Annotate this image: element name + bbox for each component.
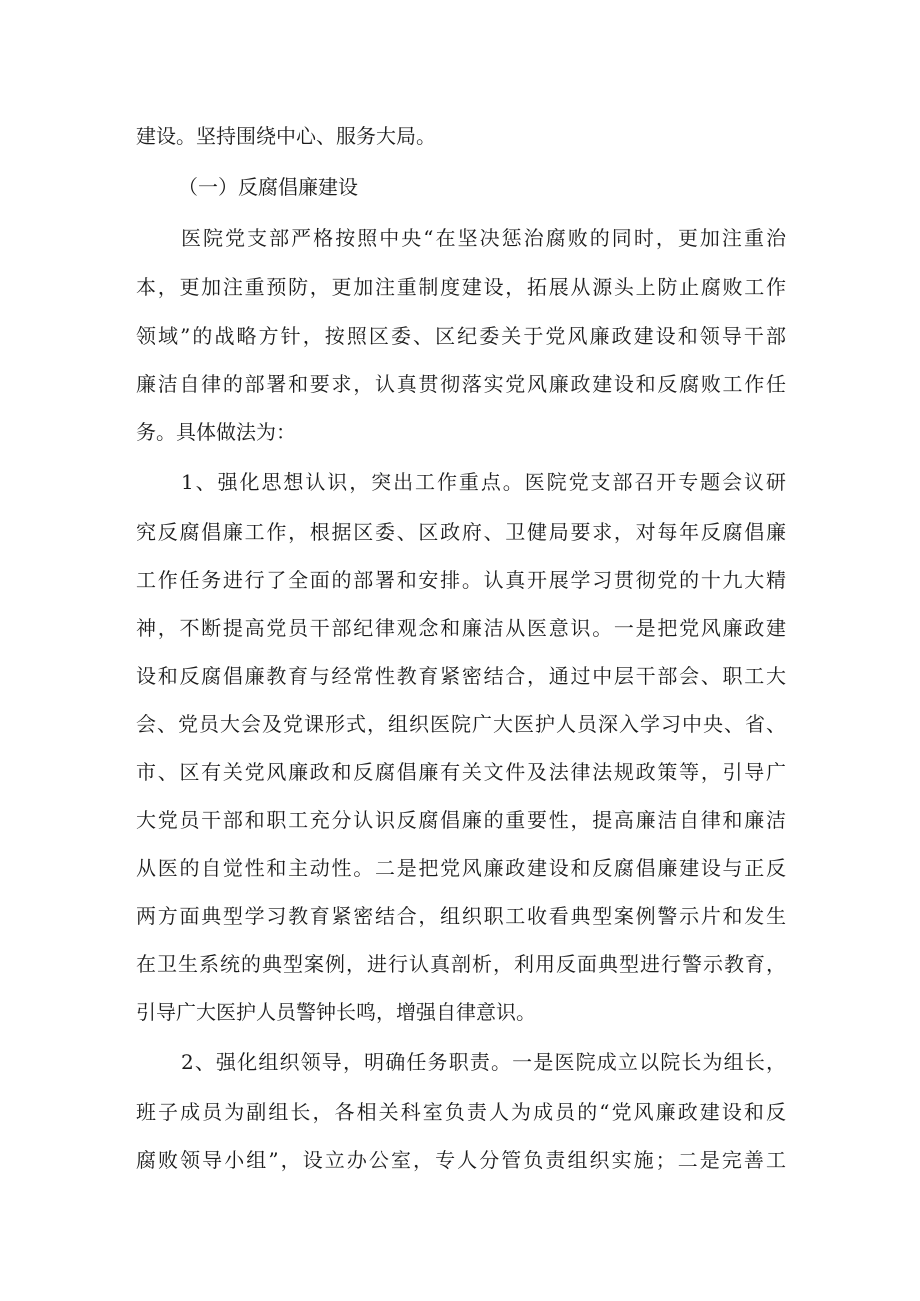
text-line: 神，不断提高党员干部纪律观念和廉洁从医意识。一是把党风廉政建 (136, 616, 786, 640)
text-line: 腐败领导小组”，设立办公室，专人分管负责组织实施；二是完善工 (136, 1148, 786, 1172)
text-line: 建设。坚持围绕中心、服务大局。 (136, 124, 436, 148)
section-heading: （一）反腐倡廉建设 (178, 175, 358, 199)
text-line: 务。具体做法为： (136, 420, 296, 444)
text-line: 廉洁自律的部署和要求，认真贯彻落实党风廉政建设和反腐败工作任 (136, 372, 786, 396)
text-line: 本，更加注重预防，更加注重制度建设，拓展从源头上防止腐败工作 (136, 275, 786, 299)
text-line: 大党员干部和职工充分认识反腐倡廉的重要性，提高廉洁自律和廉洁 (136, 808, 786, 832)
text-line: 医院党支部严格按照中央“在坚决惩治腐败的同时，更加注重治 (181, 226, 786, 250)
text-line: 从医的自觉性和主动性。二是把党风廉政建设和反腐倡廉建设与正反 (136, 856, 786, 880)
text-line: 班子成员为副组长，各相关科室负责人为成员的“党风廉政建设和反 (136, 1100, 786, 1124)
text-line: 引导广大医护人员警钟长鸣，增强自律意识。 (136, 1000, 536, 1024)
text-line: 市、区有关党风廉政和反腐倡廉有关文件及法律法规政策等，引导广 (136, 760, 786, 784)
text-line: 领域”的战略方针，按照区委、区纪委关于党风廉政建设和领导干部 (136, 324, 786, 348)
text-line: 2、强化组织领导，明确任务职责。一是医院成立以院长为组长， (181, 1050, 786, 1074)
text-line: 在卫生系统的典型案例，进行认真剖析，利用反面典型进行警示教育， (136, 952, 786, 976)
text-line: 两方面典型学习教育紧密结合，组织职工收看典型案例警示片和发生 (136, 904, 786, 928)
text-line: 1、强化思想认识，突出工作重点。医院党支部召开专题会议研 (181, 470, 786, 494)
text-line: 究反腐倡廉工作，根据区委、区政府、卫健局要求，对每年反腐倡廉 (136, 520, 786, 544)
text-line: 会、党员大会及党课形式，组织医院广大医护人员深入学习中央、省、 (136, 712, 786, 736)
text-line: 工作任务进行了全面的部署和安排。认真开展学习贯彻党的十九大精 (136, 568, 786, 592)
text-line: 设和反腐倡廉教育与经常性教育紧密结合，通过中层干部会、职工大 (136, 664, 786, 688)
